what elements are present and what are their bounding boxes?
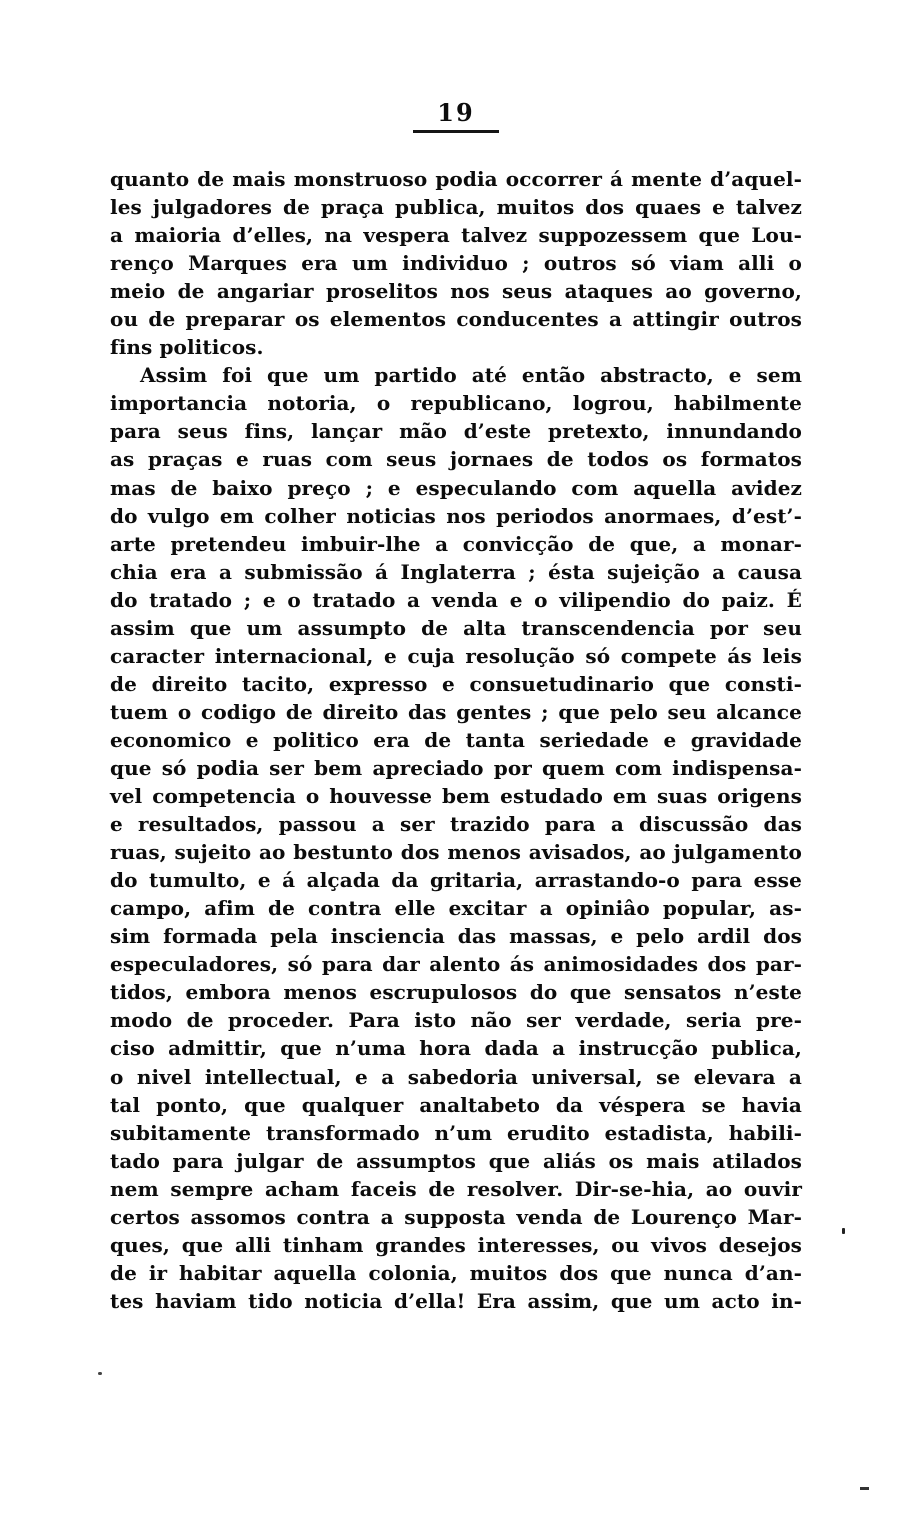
text-line: Assim foi que um partido até então abstracto, e sem	[140, 363, 802, 388]
text-line: vel competencia o houvesse bem estudado em suas origens	[110, 784, 802, 809]
text-line: especuladores, só para dar alento ás animosidades dos par-	[110, 952, 802, 977]
text-line: as praças e ruas com seus jornaes de todos os formatos	[110, 447, 802, 472]
text-line: tidos, embora menos escrupulosos do que sensatos n’este	[110, 980, 802, 1005]
scan-speck	[842, 1228, 845, 1234]
text-line: certos assomos contra a supposta venda de Lourenço Mar-	[110, 1204, 802, 1229]
text-line: fins politicos.	[110, 335, 264, 360]
scan-speck	[860, 1487, 869, 1490]
text-line: do tratado ; e o tratado a venda e o vilipendio do paiz. É	[110, 587, 802, 612]
text-line: de direito tacito, expresso e consuetudinario que consti-	[110, 671, 802, 696]
text-line: tal ponto, que qualquer analtabeto da véspera se havia	[110, 1092, 802, 1117]
paragraph	[110, 165, 802, 361]
text-line: a maioria d’elles, na vespera talvez suppozessem que Lou-	[110, 223, 802, 248]
text-line: do tumulto, e á alçada da gritaria, arrastando-o para esse	[110, 868, 802, 893]
text-line: para seus fins, lançar mão d’este pretexto, innundando	[110, 419, 802, 444]
text-line: ques, que alli tinham grandes interesses, ou vivos desejos	[110, 1232, 802, 1257]
text-line: tuem o codigo de direito das gentes ; que pelo seu alcance	[110, 699, 802, 724]
text-line: de ir habitar aquella colonia, muitos dos que nunca d’an-	[110, 1260, 802, 1285]
text-line: arte pretendeu imbuir-lhe a convicção de que, a monar-	[110, 531, 802, 556]
page-header	[110, 100, 802, 133]
text-line: ou de preparar os elementos conducentes a attingir outros	[110, 307, 802, 332]
text-line: que só podia ser bem apreciado por quem com indispensa-	[110, 755, 802, 780]
text-line: tado para julgar de assumptos que aliás os mais atilados	[110, 1148, 802, 1173]
paragraph	[110, 361, 802, 1315]
text-line: chia era a submissão á Inglaterra ; ésta sujeição a causa	[110, 559, 802, 584]
text-line: caracter internacional, e cuja resolução só compete ás leis	[110, 643, 802, 668]
text-line: importancia notoria, o republicano, logrou, habilmente	[110, 391, 802, 416]
text-line: subitamente transformado n’um erudito estadista, habili-	[110, 1120, 802, 1145]
text-line: renço Marques era um individuo ; outros só viam alli o	[110, 251, 802, 276]
text-line: nem sempre acham faceis de resolver. Dir-se-hia, ao ouvir	[110, 1176, 802, 1201]
text-line: sim formada pela insciencia das massas, e pelo ardil dos	[110, 924, 802, 949]
scan-speck	[98, 1372, 102, 1375]
text-line: ciso admittir, que n’uma hora dada a instrucção publica,	[110, 1036, 802, 1061]
text-line: modo de proceder. Para isto não ser verdade, seria pre-	[110, 1008, 802, 1033]
text-block	[110, 165, 802, 1315]
text-line: quanto de mais monstruoso podia occorrer á mente d’aquel-	[110, 167, 802, 191]
text-line: meio de angariar proselitos nos seus ataques ao governo,	[110, 279, 802, 304]
page-number: 19	[413, 100, 498, 133]
text-line: ruas, sujeito ao bestunto dos menos avisados, ao julgamento	[110, 840, 802, 865]
text-line: tes haviam tido noticia d’ella! Era assim, que um acto in-	[110, 1288, 802, 1313]
text-line: e resultados, passou a ser trazido para a discussão das	[110, 812, 802, 837]
text-line: do vulgo em colher noticias nos periodos anormaes, d’est’-	[110, 503, 802, 528]
text-line: campo, afim de contra elle excitar a opiniâo popular, as-	[110, 896, 802, 921]
text-line: assim que um assumpto de alta transcendencia por seu	[110, 615, 802, 640]
text-line: o nivel intellectual, e a sabedoria universal, se elevara a	[110, 1064, 802, 1089]
text-line: mas de baixo preço ; e especulando com aquella avidez	[110, 475, 802, 500]
text-line: economico e politico era de tanta seriedade e gravidade	[110, 727, 802, 752]
text-line: les julgadores de praça publica, muitos dos quaes e talvez	[110, 195, 802, 220]
